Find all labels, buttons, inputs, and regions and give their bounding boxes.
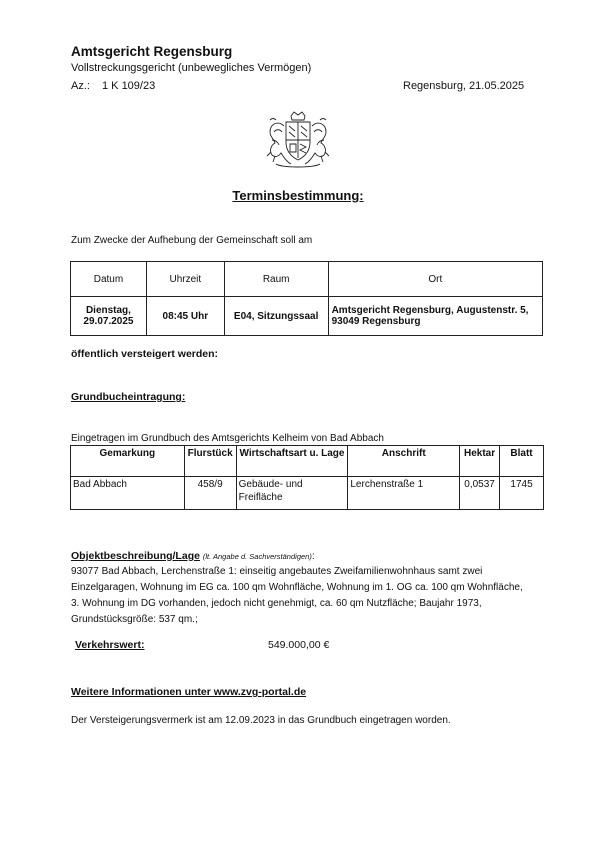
object-description: 93077 Bad Abbach, Lerchenstraße 1: einseitig angebautes Zweifamilienwohnhaus samt zwei Einzelgaragen, Wohnung im EG ca. 100 qm Wohnfläche, Wohnung im 1. OG ca. 100 qm Wohnfläche, 3. Wohnung im DG vorhanden, jedoch nicht genehmigt, ca. 60 qm Nutzfläche; Baujahr 1973, Grundstücksgröße: 537 qm.; [71,566,523,625]
land-register-heading: Grundbucheintragung: [71,391,186,403]
sheet-cell: 1745 [500,477,544,510]
address-cell: Lerchenstraße 1 [348,477,460,510]
column-header: Raum [224,262,328,297]
column-header: Hektar [460,446,500,477]
time-cell: 08:45 Uhr [146,297,224,336]
file-number: 1 K 109/23 [102,80,156,92]
column-header: Anschrift [348,446,460,477]
column-header: Uhrzeit [146,262,224,297]
column-header: Flurstück [184,446,236,477]
market-value: 549.000,00 € [268,639,330,651]
land-use-cell: Gebäude- und Freifläche [236,477,348,510]
parcel-cell: 458/9 [184,477,236,510]
table-header-row [71,446,544,477]
court-subtitle: Vollstreckungsgericht (unbewegliches Vermögen) [71,62,312,74]
auction-statement: öffentlich versteigert werden: [71,348,219,360]
column-header: Ort [328,262,542,297]
table-row [71,297,543,336]
table-row [71,477,544,510]
date-cell: Dienstag, 29.07.2025 [71,297,147,336]
place-date: Regensburg, 21.05.2025 [403,80,525,92]
court-name: Amtsgericht Regensburg [71,44,233,59]
column-header: Datum [71,262,147,297]
object-description-heading: Objektbeschreibung/Lage (lt. Angabe d. Sachverständigen): [71,550,315,562]
appointment-table [70,261,543,336]
more-info-link[interactable]: Weitere Informationen unter www.zvg-portal.de [71,686,307,698]
land-register-table [70,445,544,510]
closing-note: Der Versteigerungsvermerk ist am 12.09.2023 in das Grundbuch eingetragen worden. [71,715,451,726]
expert-note: (lt. Angabe d. Sachverständigen) [202,552,312,561]
gemarkung-cell: Bad Abbach [71,477,185,510]
column-header: Wirtschaftsart u. Lage [236,446,348,477]
room-cell: E04, Sitzungssaal [224,297,328,336]
table-header-row [71,262,543,297]
object-heading-text: Objektbeschreibung/Lage [71,550,200,562]
land-register-intro: Eingetragen im Grundbuch des Amtsgerichts Kelheim von Bad Abbach [71,433,384,444]
coat-of-arms-icon [262,110,334,172]
column-header: Gemarkung [71,446,185,477]
intro-text: Zum Zwecke der Aufhebung der Gemeinschaft soll am [71,235,313,246]
file-number-label: Az.: [71,80,90,92]
column-header: Blatt [500,446,544,477]
hectare-cell: 0,0537 [460,477,500,510]
location-cell: Amtsgericht Regensburg, Augustenstr. 5, 93049 Regensburg [328,297,542,336]
document-title: Terminsbestimmung: [232,188,364,203]
market-value-label: Verkehrswert: [75,639,145,651]
